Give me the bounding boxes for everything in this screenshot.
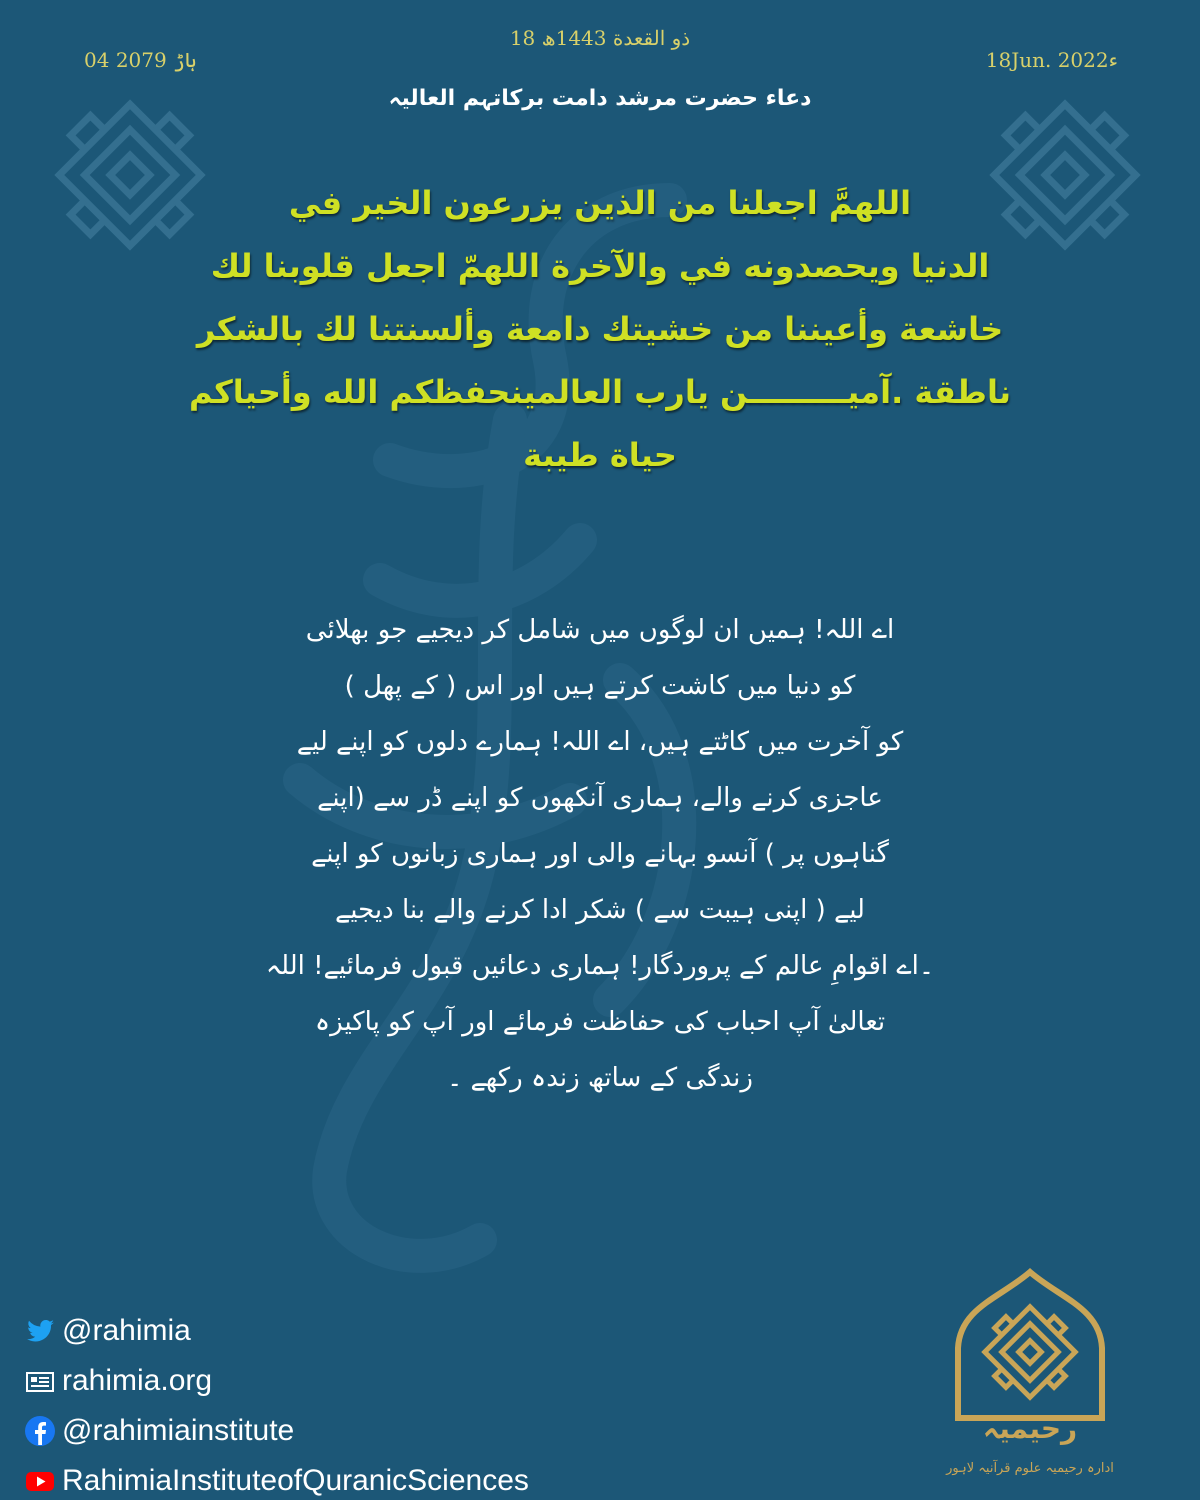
page-title: دعاء حضرت مرشد دامت برکاتہم العالیہ <box>388 86 812 111</box>
youtube-icon <box>24 1465 56 1497</box>
gregorian-date: 18Jun. 2022ء <box>985 48 1118 72</box>
urdu-line: تعالیٰ آپ احباب کی حفاظت فرمائے اور آپ کو پاکیزہ <box>314 1007 886 1037</box>
logo-name: رحیمیہ <box>982 1412 1078 1445</box>
nepali-date: 04 ہاڑ 2079 <box>84 48 197 72</box>
urdu-line: کو دنیا میں کاشت کرتے ہیں اور اس ( کے پھل ) <box>344 671 856 701</box>
arabic-line: خاشعة وأعيننا من خشيتك دامعة وألسنتنا لك بالشكر <box>196 310 1004 348</box>
urdu-line: عاجزی کرنے والے، ہماری آنکھوں کو اپنے ڈر سے (اپنے <box>317 783 883 813</box>
facebook-icon <box>24 1415 56 1447</box>
urdu-translation <box>200 602 1000 1106</box>
twitter-link[interactable] <box>24 1306 724 1356</box>
rahimia-logo <box>900 1268 1160 1483</box>
arabic-line: حياة طيبة <box>523 436 677 474</box>
website-icon <box>24 1365 56 1397</box>
urdu-line: گناہوں پر ) آنسو بہانے والی اور ہماری زبانوں کو اپنے <box>311 839 889 869</box>
facebook-handle: @rahimiainstitute <box>62 1414 295 1447</box>
arabic-line: اللهمَّ اجعلنا من الذين يزرعون الخير في <box>288 184 912 222</box>
youtube-channel: RahimiaInstituteofQuranicSciences <box>62 1464 529 1497</box>
twitter-icon <box>24 1315 56 1347</box>
arabic-line: الدنيا ويحصدونه في والآخرة اللهمّ اجعل قلوبنا لك <box>210 247 990 285</box>
twitter-handle: @rahimia <box>62 1314 191 1347</box>
urdu-line: لیے ( اپنی ہیبت سے ) شکر ادا کرنے والے بنا دیجیے <box>335 895 865 925</box>
hijri-date: 18 ذو القعدة 1443ھ <box>509 26 691 50</box>
website-link[interactable] <box>24 1356 724 1406</box>
urdu-line: زندگی کے ساتھ زندہ رکھے ۔ <box>447 1063 753 1093</box>
facebook-link[interactable] <box>24 1406 724 1456</box>
urdu-line: ۔اے اقوامِ عالم کے پروردگار! ہماری دعائیں قبول فرمائیے! اللہ <box>265 951 935 981</box>
youtube-link[interactable] <box>24 1456 724 1500</box>
urdu-line: کو آخرت میں کاٹتے ہیں، اے اللہ! ہمارے دلوں کو اپنے لیے <box>296 727 904 757</box>
website-url: rahimia.org <box>62 1364 213 1397</box>
arabic-dua <box>100 172 1100 487</box>
social-links <box>24 1306 724 1500</box>
urdu-line: اے اللہ! ہمیں ان لوگوں میں شامل کر دیجیے جو بھلائی <box>305 615 895 645</box>
arabic-line: ناطقة .آميـــــــــن يارب العالمينحفظكم الله وأحياكم <box>189 373 1011 411</box>
logo-subtext: ادارہ رحیمیہ علوم قرآنیہ لاہور <box>946 1461 1114 1476</box>
